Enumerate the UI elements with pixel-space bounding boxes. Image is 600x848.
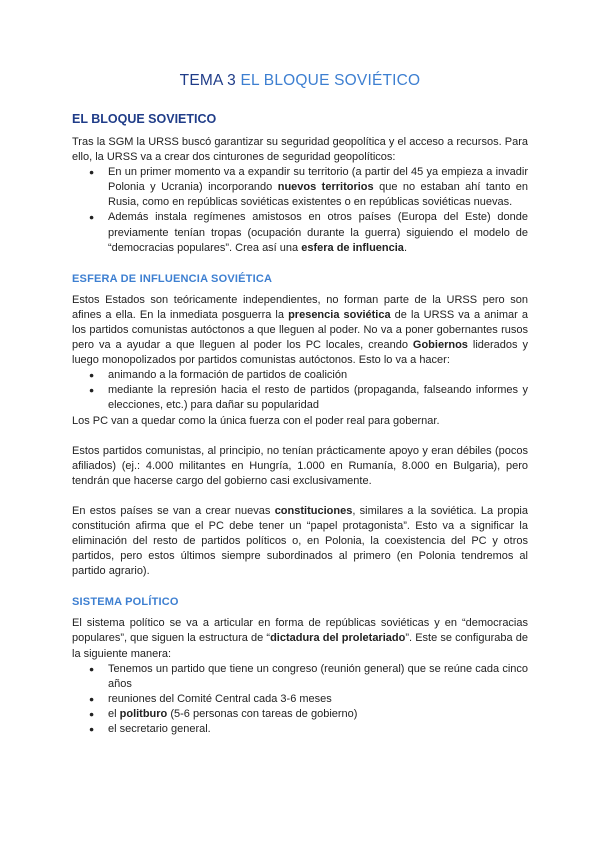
title-number: TEMA 3: [179, 72, 236, 89]
list-item: ● Tenemos un partido que tiene un congreso (reunión general) que se reúne cada cinco años: [108, 662, 528, 692]
section-heading-sistema: SISTEMA POLÍTICO: [72, 596, 179, 609]
section-heading-esfera: ESFERA DE INFLUENCIA SOVIÉTICA: [72, 272, 273, 285]
list-item: ● el secretario general.: [108, 722, 528, 737]
paragraph-intro: Tras la SGM la URSS buscó garantizar su seguridad geopolítica y el acceso a recursos. Para ello, la URSS va a crear dos cinturones de seguridad geopolíticos:: [72, 136, 528, 164]
paragraph-esfera-4: En estos países se van a crear nuevas constituciones, similares a la soviética. La propia constitución afirma que el PC debe tener un “papel protagonista”. Esto va a significar la eliminación del resto de partidos políticos o, en Polonia, la coexistencia del PC y otros partidos, pero estos últimos siempre subordinados al primero (en Polonia tendremos al partido agrario).: [72, 504, 528, 578]
list-item: ● Además instala regímenes amistosos en otros países (Europa del Este) donde previamente tenían tropas (ocupación durante la guerra) siguiendo el modelo de “democracias populares”. Crea así una esfera de influencia.: [108, 210, 528, 255]
section-heading-bloque: EL BLOQUE SOVIETICO: [72, 112, 217, 126]
paragraph-esfera-2: Los PC van a quedar como la única fuerza con el poder real para gobernar.: [72, 414, 440, 427]
title-name: EL BLOQUE SOVIÉTICO: [240, 72, 421, 89]
bullet-list-estructura: [72, 662, 528, 737]
list-item: ● En un primer momento va a expandir su territorio (a partir del 45 ya empieza a invadir Polonia y Ucrania) incorporando nuevos territorios que no estaban ahí tanto en Rusia, como en repúblicas soviéticas existentes o en repúblicas soviéticas nuevas.: [108, 165, 528, 210]
list-item: ● el politburo (5-6 personas con tareas de gobierno): [108, 707, 528, 722]
list-item: ● animando a la formación de partidos de coalición: [108, 368, 528, 383]
paragraph-esfera-3: Estos partidos comunistas, al principio, no tenían prácticamente apoyo y eran débiles (pocos afiliados) (ej.: 4.000 militantes en Hungría, 1.000 en Rumanía, 8.000 en Bulgaria), pero tendrán que hacerse cargo del gobierno casi exclusivamente.: [72, 444, 528, 487]
paragraph-esfera-1: Estos Estados son teóricamente independientes, no forman parte de la URSS pero son afines a ella. En la inmediata posguerra la presencia soviética de la URSS va a animar a los partidos comunistas autóctonos a que lleguen al poder. No va a poner gobernantes rusos pero va a ayudar a que lleguen al poder los PC locales, creando Gobiernos liderados y luego monopolizados por partidos comunistas autóctonos. Esto lo va a hacer:: [72, 293, 528, 367]
document-title: [72, 72, 528, 90]
paragraph-sistema: El sistema político se va a articular en forma de repúblicas soviéticas y en “democracias populares”, que siguen la estructura de “dictadura del proletariado”. Este se configuraba de la siguiente manera:: [72, 617, 528, 660]
bullet-list-metodos: [72, 368, 528, 413]
list-item: ● reuniones del Comité Central cada 3-6 meses: [108, 692, 528, 707]
bullet-list-cinturones: [72, 165, 528, 256]
document-page: [72, 72, 528, 737]
list-item: ● mediante la represión hacia el resto de partidos (propaganda, falseando informes y elecciones, etc.) para dañar su popularidad: [108, 383, 528, 413]
